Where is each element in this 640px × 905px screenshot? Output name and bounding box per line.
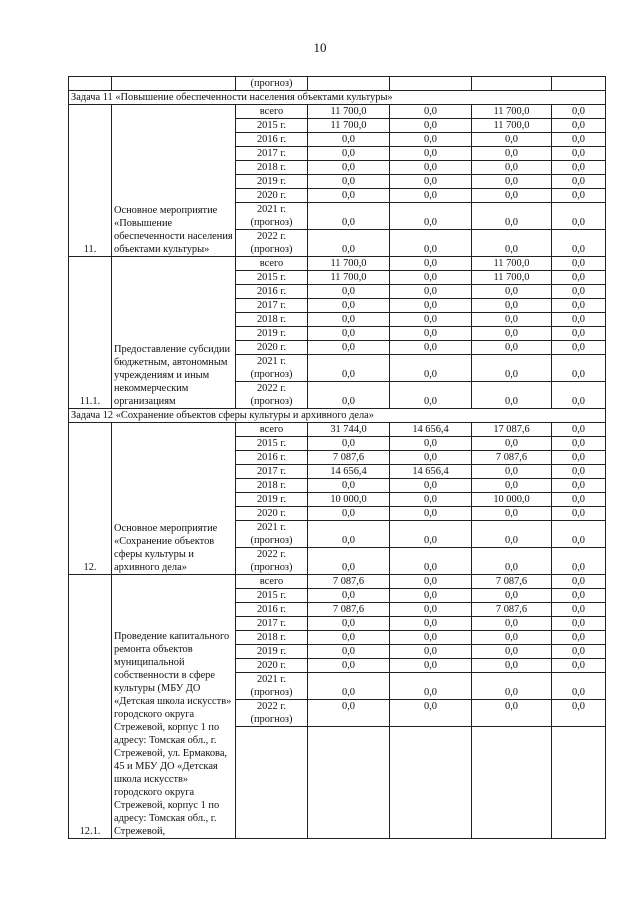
value-cell: 0,0 (472, 285, 552, 299)
value-cell: 14 656,4 (308, 465, 390, 479)
value-cell: 0,0 (390, 521, 472, 548)
value-cell: 0,0 (390, 673, 472, 700)
value-cell: 0,0 (552, 203, 606, 230)
year-cell: 2020 г. (236, 659, 308, 673)
value-cell: 0,0 (308, 313, 390, 327)
item-number: 11. (69, 105, 112, 257)
value-cell: 0,0 (390, 271, 472, 285)
value-cell: 0,0 (472, 341, 552, 355)
value-cell: 0,0 (552, 575, 606, 589)
table-row (69, 257, 606, 271)
value-cell: 0,0 (472, 673, 552, 700)
value-cell: 0,0 (308, 147, 390, 161)
year-cell: 2021 г. (прогноз) (236, 203, 308, 230)
value-cell: 0,0 (308, 299, 390, 313)
value-cell: 0,0 (308, 355, 390, 382)
value-cell: 0,0 (552, 147, 606, 161)
value-cell: 0,0 (308, 437, 390, 451)
year-cell: 2019 г. (236, 645, 308, 659)
value-cell: 0,0 (472, 355, 552, 382)
year-cell: 2017 г. (236, 465, 308, 479)
item-name: Предоставление субсидии бюджетным, автономным учреждениям и иным некоммерческим организациям (112, 257, 236, 409)
year-cell: 2015 г. (236, 437, 308, 451)
value-cell: 0,0 (308, 631, 390, 645)
value-cell: 7 087,6 (472, 603, 552, 617)
value-cell: 0,0 (390, 147, 472, 161)
value-cell: 0,0 (552, 133, 606, 147)
value-cell: 11 700,0 (308, 257, 390, 271)
year-cell: 2018 г. (236, 161, 308, 175)
value-cell: 0,0 (308, 341, 390, 355)
value-cell: 0,0 (308, 479, 390, 493)
value-cell: 0,0 (552, 175, 606, 189)
value-cell: 0,0 (308, 382, 390, 409)
value-cell: 7 087,6 (472, 575, 552, 589)
value-cell: 0,0 (390, 548, 472, 575)
value-cell: 0,0 (390, 493, 472, 507)
value-cell: 0,0 (390, 382, 472, 409)
value-cell: 0,0 (552, 507, 606, 521)
value-cell: 0,0 (390, 105, 472, 119)
value-cell: 0,0 (308, 285, 390, 299)
value-cell: 0,0 (390, 659, 472, 673)
value-cell: 0,0 (308, 589, 390, 603)
value-cell: 0,0 (472, 700, 552, 727)
empty-cell (236, 727, 308, 839)
value-cell: 0,0 (552, 493, 606, 507)
value-cell: 0,0 (308, 175, 390, 189)
value-cell: 0,0 (390, 327, 472, 341)
value-cell: 0,0 (390, 285, 472, 299)
task-row (69, 91, 606, 105)
value-cell: 0,0 (390, 507, 472, 521)
value-cell: 0,0 (390, 175, 472, 189)
value-cell: 0,0 (552, 673, 606, 700)
value-cell: 0,0 (390, 617, 472, 631)
value-cell: 0,0 (390, 631, 472, 645)
value-cell: 0,0 (552, 479, 606, 493)
row-number-cell (69, 77, 112, 91)
value-cell: 0,0 (308, 673, 390, 700)
value-cell: 0,0 (552, 271, 606, 285)
value-cell: 0,0 (472, 617, 552, 631)
value-cell: 0,0 (390, 437, 472, 451)
year-cell: 2017 г. (236, 617, 308, 631)
value-cell: 0,0 (308, 230, 390, 257)
value-cell: 0,0 (472, 189, 552, 203)
year-cell: 2021 г. (прогноз) (236, 355, 308, 382)
value-cell: 11 700,0 (472, 119, 552, 133)
value-cell: 0,0 (552, 313, 606, 327)
value-cell: 0,0 (472, 327, 552, 341)
value-cell: 0,0 (308, 161, 390, 175)
year-cell: 2020 г. (236, 189, 308, 203)
year-cell: 2017 г. (236, 147, 308, 161)
value-cell: 10 000,0 (472, 493, 552, 507)
item-number: 11.1. (69, 257, 112, 409)
value-cell (552, 77, 606, 91)
value-cell: 0,0 (472, 133, 552, 147)
task-title: Задача 12 «Сохранение объектов сферы культуры и архивного дела» (69, 409, 606, 423)
value-cell: 0,0 (308, 327, 390, 341)
value-cell: 0,0 (308, 659, 390, 673)
value-cell: 0,0 (552, 603, 606, 617)
value-cell: 0,0 (552, 285, 606, 299)
value-cell: 0,0 (308, 189, 390, 203)
item-name: Основное мероприятие «Сохранение объектов сферы культуры и архивного дела» (112, 423, 236, 575)
value-cell: 0,0 (472, 507, 552, 521)
value-cell: 0,0 (552, 465, 606, 479)
year-cell: 2020 г. (236, 507, 308, 521)
value-cell: 0,0 (472, 659, 552, 673)
year-cell: 2020 г. (236, 341, 308, 355)
table-row (69, 423, 606, 437)
value-cell: 0,0 (308, 645, 390, 659)
value-cell: 0,0 (390, 700, 472, 727)
value-cell: 0,0 (552, 521, 606, 548)
value-cell: 0,0 (390, 575, 472, 589)
value-cell: 11 700,0 (308, 119, 390, 133)
value-cell: 7 087,6 (472, 451, 552, 465)
value-cell (472, 77, 552, 91)
value-cell: 0,0 (390, 589, 472, 603)
value-cell: 0,0 (390, 133, 472, 147)
value-cell: 0,0 (552, 189, 606, 203)
page-number: 10 (313, 40, 327, 55)
value-cell: 7 087,6 (308, 603, 390, 617)
value-cell: 0,0 (552, 105, 606, 119)
value-cell: 0,0 (308, 617, 390, 631)
value-cell: 0,0 (308, 133, 390, 147)
value-cell: 0,0 (472, 465, 552, 479)
year-cell: 2022 г. (прогноз) (236, 382, 308, 409)
value-cell: 0,0 (552, 700, 606, 727)
year-cell: (прогноз) (236, 77, 308, 91)
value-cell: 0,0 (390, 189, 472, 203)
item-name: Проведение капитального ремонта объектов муниципальной собственности в сфере культуры (МБУ ДО «Детская школа искусств» городского округа Стрежевой, корпус 1 по адресу: Томская обл., г. Стрежевой, ул. Ермакова, 45 и МБУ ДО «Детская школа искусств» городского округа Стрежевой, корпус 1 по адресу: Томская обл., г. Стрежевой, (112, 575, 236, 839)
value-cell: 0,0 (390, 230, 472, 257)
row-name-cell (112, 77, 236, 91)
value-cell: 0,0 (472, 203, 552, 230)
value-cell: 14 656,4 (390, 423, 472, 437)
value-cell: 17 087,6 (472, 423, 552, 437)
value-cell: 0,0 (472, 161, 552, 175)
year-cell: 2016 г. (236, 133, 308, 147)
value-cell: 0,0 (552, 659, 606, 673)
value-cell: 0,0 (308, 521, 390, 548)
value-cell: 0,0 (390, 161, 472, 175)
year-cell: 2019 г. (236, 175, 308, 189)
value-cell: 0,0 (472, 645, 552, 659)
table-row (69, 77, 606, 91)
year-cell: 2022 г. (прогноз) (236, 230, 308, 257)
value-cell: 0,0 (472, 175, 552, 189)
year-cell: 2016 г. (236, 451, 308, 465)
value-cell: 0,0 (552, 161, 606, 175)
value-cell: 0,0 (390, 451, 472, 465)
year-cell: 2018 г. (236, 313, 308, 327)
value-cell: 0,0 (472, 313, 552, 327)
value-cell: 11 700,0 (308, 105, 390, 119)
year-cell: 2015 г. (236, 589, 308, 603)
value-cell: 11 700,0 (308, 271, 390, 285)
value-cell: 0,0 (552, 617, 606, 631)
year-cell: 2019 г. (236, 327, 308, 341)
value-cell: 7 087,6 (308, 451, 390, 465)
item-number: 12.1. (69, 575, 112, 839)
value-cell: 0,0 (308, 700, 390, 727)
budget-table (68, 76, 606, 839)
year-cell: всего (236, 423, 308, 437)
value-cell: 0,0 (308, 203, 390, 230)
year-cell: 2015 г. (236, 119, 308, 133)
value-cell: 0,0 (308, 548, 390, 575)
year-cell: 2018 г. (236, 479, 308, 493)
value-cell: 0,0 (552, 589, 606, 603)
year-cell: 2018 г. (236, 631, 308, 645)
value-cell: 0,0 (472, 230, 552, 257)
empty-cell (308, 727, 390, 839)
value-cell: 31 744,0 (308, 423, 390, 437)
value-cell (308, 77, 390, 91)
value-cell: 0,0 (472, 479, 552, 493)
value-cell: 0,0 (552, 257, 606, 271)
year-cell: 2015 г. (236, 271, 308, 285)
value-cell: 0,0 (390, 299, 472, 313)
value-cell: 0,0 (390, 645, 472, 659)
table-row (69, 105, 606, 119)
value-cell: 0,0 (552, 423, 606, 437)
value-cell: 0,0 (308, 507, 390, 521)
value-cell: 10 000,0 (308, 493, 390, 507)
value-cell: 0,0 (472, 382, 552, 409)
value-cell: 0,0 (390, 313, 472, 327)
value-cell: 0,0 (472, 299, 552, 313)
year-cell: 2016 г. (236, 285, 308, 299)
value-cell: 0,0 (552, 382, 606, 409)
table-row (69, 575, 606, 589)
value-cell: 0,0 (472, 631, 552, 645)
year-cell: 2021 г. (прогноз) (236, 673, 308, 700)
value-cell: 0,0 (552, 119, 606, 133)
year-cell: всего (236, 105, 308, 119)
value-cell: 0,0 (552, 299, 606, 313)
value-cell: 7 087,6 (308, 575, 390, 589)
value-cell: 11 700,0 (472, 257, 552, 271)
empty-cell (552, 727, 606, 839)
value-cell (390, 77, 472, 91)
year-cell: всего (236, 575, 308, 589)
year-cell: 2022 г. (прогноз) (236, 700, 308, 727)
item-name: Основное мероприятие «Повышение обеспеченности населения объектами культуры» (112, 105, 236, 257)
value-cell: 0,0 (552, 631, 606, 645)
value-cell: 0,0 (552, 645, 606, 659)
value-cell: 0,0 (552, 341, 606, 355)
value-cell: 14 656,4 (390, 465, 472, 479)
value-cell: 0,0 (390, 341, 472, 355)
task-title: Задача 11 «Повышение обеспеченности населения объектами культуры» (69, 91, 606, 105)
year-cell: 2016 г. (236, 603, 308, 617)
year-cell: 2017 г. (236, 299, 308, 313)
value-cell: 0,0 (390, 603, 472, 617)
year-cell: всего (236, 257, 308, 271)
value-cell: 0,0 (552, 327, 606, 341)
value-cell: 0,0 (472, 147, 552, 161)
value-cell: 0,0 (390, 257, 472, 271)
value-cell: 0,0 (390, 479, 472, 493)
year-cell: 2019 г. (236, 493, 308, 507)
value-cell: 0,0 (390, 119, 472, 133)
task-row (69, 409, 606, 423)
value-cell: 11 700,0 (472, 105, 552, 119)
year-cell: 2022 г. (прогноз) (236, 548, 308, 575)
value-cell: 0,0 (552, 548, 606, 575)
empty-cell (472, 727, 552, 839)
value-cell: 11 700,0 (472, 271, 552, 285)
value-cell: 0,0 (552, 230, 606, 257)
value-cell: 0,0 (552, 451, 606, 465)
value-cell: 0,0 (472, 437, 552, 451)
value-cell: 0,0 (472, 521, 552, 548)
value-cell: 0,0 (472, 589, 552, 603)
item-number: 12. (69, 423, 112, 575)
value-cell: 0,0 (390, 203, 472, 230)
value-cell: 0,0 (552, 355, 606, 382)
year-cell: 2021 г. (прогноз) (236, 521, 308, 548)
value-cell: 0,0 (390, 355, 472, 382)
value-cell: 0,0 (472, 548, 552, 575)
value-cell: 0,0 (552, 437, 606, 451)
empty-cell (390, 727, 472, 839)
